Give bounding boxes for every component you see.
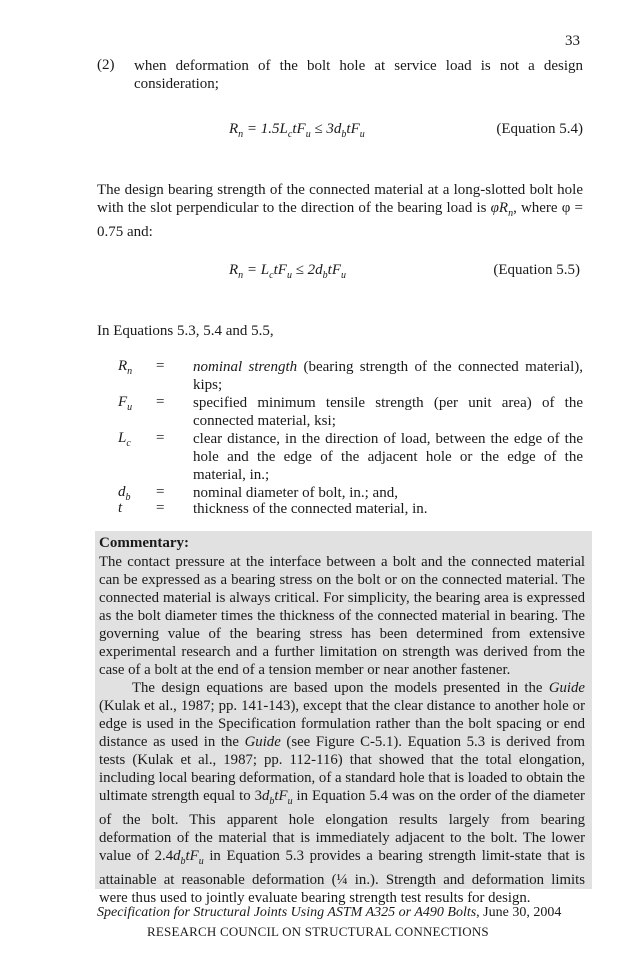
equation-5-5: $R_n = L_ctF_u \le 2d_btF_u$: [229, 262, 347, 281]
footer-organization: RESEARCH COUNCIL ON STRUCTURAL CONNECTIONS: [147, 924, 489, 939]
commentary-title: Commentary:: [99, 535, 189, 551]
definition-t: thickness of the connected material, in.: [193, 501, 428, 517]
definition-lc: clear distance, in the direction of load, between the edge of the hole and the edge of the adjacent hole or the edge of the material, in.;: [193, 431, 583, 483]
paragraph-slotted: [97, 181, 583, 241]
phi-symbol: φ: [561, 200, 571, 216]
definition-db: nominal diameter of bolt, in.; and,: [193, 485, 398, 501]
symbol-lc: $L_c$: [118, 430, 131, 449]
equals-sign: =: [156, 484, 165, 500]
equals-sign: =: [156, 358, 165, 374]
equals-sign: =: [156, 394, 165, 410]
paragraph-line: =: [570, 200, 583, 216]
definition-fu: specified minimum tensile strength (per unit area) of the connected material, ksi;: [193, 395, 583, 429]
paragraph-line: The design bearing strength of the connected material at a long-slotted bolt hole: [97, 182, 583, 198]
paragraph-line: 0.75 and:: [97, 224, 153, 240]
symbol-rn: $R_n$: [118, 358, 133, 377]
equation-5-5-label: (Equation 5.5): [493, 262, 580, 278]
paragraph-line: , where: [513, 200, 562, 216]
in-equations-text: In Equations 5.3, 5.4 and 5.5,: [97, 323, 274, 339]
equation-5-4-label: (Equation 5.4): [496, 121, 583, 137]
symbol-t: t: [118, 500, 123, 516]
phi-rn-symbol: $\varphi R_n$: [490, 200, 514, 219]
symbol-db: $d_b$: [118, 484, 131, 503]
list-item-text: when deformation of the bolt hole at service load is not a design consideration;: [134, 58, 583, 92]
footer-title: Specification for Structural Joints Using ASTM A325 or A490 Bolts, June 30, 2004: [97, 905, 562, 920]
symbol-fu: $F_u$: [118, 394, 133, 413]
list-item-number: (2): [97, 57, 115, 73]
paragraph-line: with the slot perpendicular to the direction of the bearing load is: [97, 200, 491, 216]
equation-5-4: $R_n = 1.5L_ctF_u \le 3d_btF_u$: [229, 121, 365, 140]
definition-rn: nominal strength (bearing strength of the connected material), kips;: [193, 359, 583, 393]
equals-sign: =: [156, 500, 165, 516]
equals-sign: =: [156, 430, 165, 446]
page-number: 33: [565, 33, 580, 49]
commentary-paragraph-2: The design equations are based upon the models presented in the Guide (Kulak et al., 1987; pp. 141-143), except that the clear distance to another hole or edge is used in the Specification formulation rather than the bolt spacing or end distance as used in the Guide (see Figure C-5.1). Equation 5.3 is derived from tests (Kulak et al., 1987; pp. 112-116) that showed that the total elongation, including local bearing deformation, of a standard hole that is loaded to obtain the ultimate strength equal to $3d_btF_u$ in Equation 5.4 was on the order of the diameter of the bolt. This apparent hole elongation results largely from bearing deformation of the material that is immediately adjacent to the bolt. The lower value of $2.4d_btF_u$ in Equation 5.3 provides a bearing strength limit-state that is attainable at reasonable deformation (¼ in.). Strength and deformation limits were thus used to jointly evaluate bearing strength test results for design.: [99, 680, 586, 906]
commentary-paragraph-1: The contact pressure at the interface between a bolt and the connected material can be expressed as a bearing stress on the bolt or on the connected material. The connected material is always critical. For simplicity, the bearing area is expressed as the bolt diameter times the thickness of the connected material in bearing. The governing value of the bearing stress has been determined from extensive experimental research and a further limitation on strength was derived from the case of a bolt at the end of a tension member or near another fastener.: [99, 554, 585, 678]
